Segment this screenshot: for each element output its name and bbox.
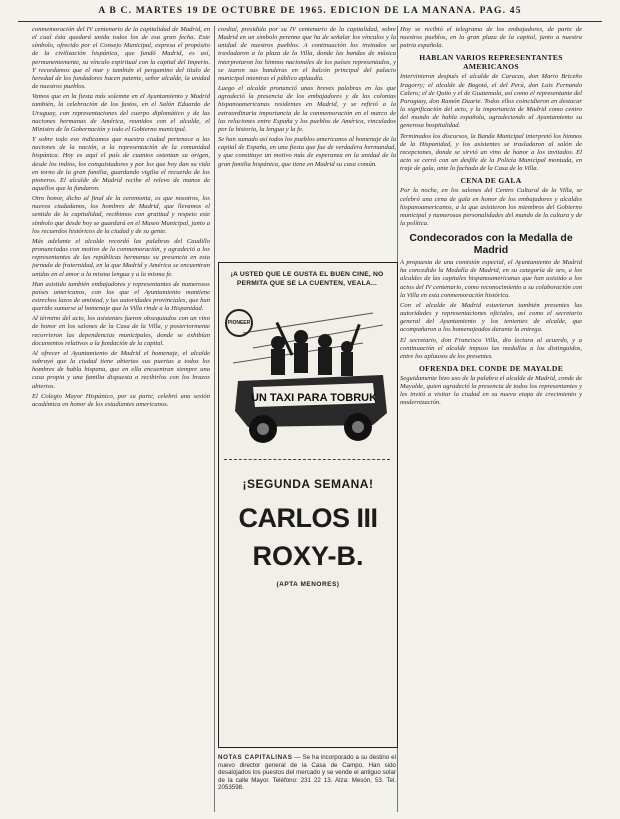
col2-paragraph: Se han sumado así todos los pueblos americanos al homenaje de la capital de España, en una fiesta que fue de verdadera hermandad, y que constituye un motivo más de esperanza en la unidad de la gran familia hispánica, que tiene en Madrid su casa común. xyxy=(218,136,396,168)
ad-rating: (APTA MENORES) xyxy=(276,581,340,588)
col3-heading-representantes: HABLAN VARIOS REPRESENTANTES AMERICANOS xyxy=(419,53,563,72)
col3-paragraph: Seguidamente hizo uso de la palabra el alcalde de Madrid, conde de Mayalde, quien agradeció la presencia de todos los representantes y les invitó a visitar la ciudad en su nueva etapa de crecimiento y modernización. xyxy=(400,375,582,407)
column-divider-1 xyxy=(214,26,215,812)
ad-separator xyxy=(224,459,390,460)
ad-tagline: ¡A USTED QUE LE GUSTA EL BUEN CINE, NO PERMITA QUE SE LA CUENTEN, VEALA... xyxy=(230,271,384,287)
col1-paragraph: Y sobre todo eso indicamos que nuestra ciudad pertenece a las naciones de la nación, a la representación de la comunidad hispánica. Hoy es aquí el país de cuantos ostentan su origen, desde los indios, los conquistadores y por los que hoy dan su vida en torno de la gran familia, guardando vigilia el recuerdo de los pioneros. El alcalde de Madrid recibe el relevo de manos de aquellos que la fundaron. xyxy=(32,136,210,192)
col3-heading-ofrenda: OFRENDA DEL CONDE DE MAYALDE xyxy=(418,364,564,373)
col1-paragraph: Más adelante el alcalde recordó las palabras del Caudillo pronunciadas con motivo de la conmemoración, y agradeció a los representantes de las repúblicas hermanas su presencia en esta jornada de fraternidad, en la que Madrid y América se encuentran unidas en el amor a la misma lengua y a la misma fe. xyxy=(32,237,210,278)
col1-paragraph: Al ofrecer el Ayuntamiento de Madrid el homenaje, el alcalde subrayó que la ciudad tiene abiertas sus puertas a todos los hombres de habla hispana, que en ella encuentran siempre una casa propia y una familia dispuesta a recibirlos con los brazos abiertos. xyxy=(32,349,210,390)
col1-paragraph: conmemoración del IV centenario de la capitalidad de Madrid, en el cual ésta quedará unida todos los de esa gran fecha. Este símbolo, ofrecido por el Consejo Municipal, expresa el propósito de la civilización hispánica, que fundó Madrid, es así, permanentemente, su vínculo espiritual con la capital del Imperio. Y recordamos que el mar y también el pergamino del título de heredad de los fundadores hacen patente, señor alcalde, la unidad de nuestros pueblos. xyxy=(32,26,210,91)
col3-heading-cena: CENA DE GALA xyxy=(460,176,522,186)
ad-cinema-roxy: ROXY-B. xyxy=(252,541,364,571)
col1-paragraph: Al término del acto, los asistentes fueron obsequiados con un vino de honor en los salones de la Casa de la Villa, y posteriormente recorrieron las dependencias municipales, donde se exhibían documentos relativos a la fundación de la capital. xyxy=(32,315,210,347)
notice-text: — Se ha incorporado a su destino el nuevo director general de la Casa de Campo. Han sido desalojados los puestos del mercado y se vende el antiguo solar de la calle Mayor. Teléfono: 231 22 13. Alza: Mesón, 53. Tel. 2053598. xyxy=(218,754,396,792)
page-header: A B C. MARTES 19 DE OCTUBRE DE 1965. EDICION DE LA MAÑANA. PAG. 45 xyxy=(98,6,522,16)
ad-sign-text: UN TAXI PARA TOBRUK xyxy=(250,392,378,404)
header-rule xyxy=(18,21,602,22)
col3-paragraph: Con el alcalde de Madrid estuvieron también presentes las autoridades y representaciones oficiales, así como el secretario general del Ayuntamiento y los tenientes de alcalde, que acompañaron a los homenajeados durante la entrega. xyxy=(400,301,582,334)
col3-paragraph: El secretario, don Francisco Villa, dio lectura al acuerdo, y a continuación el alcalde impuso las medallas a los distinguidos, entre los aplausos de los presentes. xyxy=(400,336,582,360)
col1-paragraph: Han asistido también embajadores y representantes de numerosos países americanos, con los que el Ayuntamiento mantiene estrechos lazos de amistad, y las autoridades provinciales, que han querido sumarse al homenaje que la Villa rinde a la Hispanidad. xyxy=(32,280,210,313)
ad-stamp-icon: PIONEER xyxy=(225,309,253,337)
article-column-2 xyxy=(218,26,396,250)
ad-week-label: ¡SEGUNDA SEMANA! xyxy=(242,477,374,491)
col2-paragraph: Luego el alcalde pronunció unas breves palabras en las que agradeció la presencia de los embajadores y de las colonias hispanoamericanas residentes en Madrid, y se refirió a la extraordinaria importancia de la conmemoración en el marco de las relaciones entre España y los pueblos de América, vinculados por la historia, la lengua y la fe. xyxy=(218,85,396,133)
article-column-1 xyxy=(32,26,210,812)
col1-paragraph: Otro honor, dicho al final de la ceremonia, es que nosotros, los nuevos ciudadanos, los hombres de Madrid, que llevamos el sentido de la capitalidad, recibimos con gratitud y respeto este símbolo que desde hoy se guardará en el Museo Municipal, junto a los recuerdos históricos de la ciudad y de su gente. xyxy=(32,195,210,235)
cinema-advertisement xyxy=(218,262,398,748)
col1-paragraph: El Colegio Mayor Hispánico, por su parte, celebró una sesión académica en honor de los estudiantes americanos. xyxy=(32,392,210,408)
ad-cinema-carlos: CARLOS III xyxy=(238,503,378,533)
col2-paragraph: cordial, presidida por su IV centenario de la capitalidad, sobre Madrid en un símbolo perenne que ha de señalar los vínculos y la unidad de nuestros pueblos. A continuación los invitados se trasladaron a la plaza de la Villa, donde las bandas de música interpretaron los himnos nacionales de los países representados, y se izaron sus banderas en el balcón principal del palacio municipal mientras el público aplaudía. xyxy=(218,26,396,82)
col3-lead: Hoy se recibió el telegrama de los embajadores, de parte de nuestros pueblos, en la gran plaza de la capital, junto a nuestra patria española. xyxy=(400,26,582,50)
col3-heading-condecorados: Condecorados con la Medalla de Madrid xyxy=(409,232,573,257)
notice-title: NOTAS CAPITALINAS xyxy=(218,754,293,761)
col3-paragraph: Terminados los discursos, la Banda Municipal interpretó los himnos de la Hispanidad, y los asistentes se trasladaron al salón de recepciones, donde se sirvió un vino de honor a los invitados. El acto se cerró con un desfile de la Policía Municipal montada, en traje de gala, ante la fachada de la Casa de la Villa. xyxy=(400,132,582,173)
col3-paragraph: Intervinieron después el alcalde de Caracas, don Mario Briceño Iragorry; el alcalde de Bogotá, el del Perú, don Luis Fernando Calero; el de Quito y el de Guatemala, así como el representante del Paraguay, don Ramón Duarte. Todos ellos coincidieron en destacar la significación del acto, y la importancia de Madrid como centro del mundo de habla española, agradeciendo al Ayuntamiento su generosa hospitalidad. xyxy=(400,73,582,130)
col3-paragraph: Por la noche, en los salones del Centro Cultural de la Villa, se celebró una cena de gala en honor de los embajadores y alcaldes hispanoamericanos, a la que asistieron los miembros del Gobierno municipal y numerosas personalidades del mundo de la cultura y de la política. xyxy=(400,187,582,227)
notice-block xyxy=(218,754,396,810)
col3-paragraph: A propuesta de una comisión especial, el Ayuntamiento de Madrid ha concedido la Medalla de Madrid, en su categoría de oro, a los alcaldes de las capitales hispanoamericanas que han asistido a los actos del IV centenario, como reconocimiento a su colaboración con la Villa en esta conmemoración histórica. xyxy=(400,259,582,299)
article-column-3 xyxy=(400,26,582,812)
col1-paragraph: Vamos que en la fiesta más solemne en el Ayuntamiento y Madrid también, la celebración de los fastos, en el Salón Eduardo de Uruguay, con representaciones del cuerpo diplomático y de las naciones hermanas de América, reunidos con el alcalde, el Ministro de la Gobernación y todo el Gobierno municipal. xyxy=(32,93,210,133)
